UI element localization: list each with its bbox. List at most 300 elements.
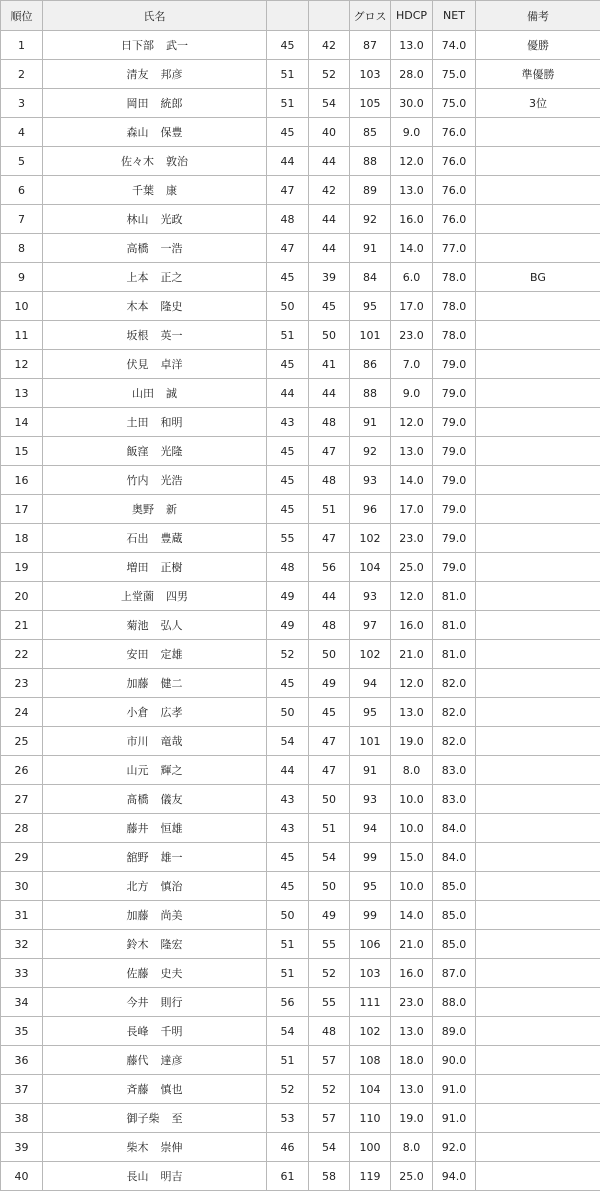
in-score-cell: 51 xyxy=(309,814,350,843)
out-score-cell: 51 xyxy=(267,1046,309,1075)
gross-cell: 104 xyxy=(350,553,391,582)
out-score-cell: 52 xyxy=(267,1075,309,1104)
in-score-cell: 47 xyxy=(309,437,350,466)
table-row xyxy=(1,1017,600,1046)
out-score-cell: 49 xyxy=(267,582,309,611)
gross-cell: 101 xyxy=(350,727,391,756)
net-cell: 79.0 xyxy=(433,350,476,379)
given-name: 隆宏 xyxy=(161,936,183,952)
hdcp-cell: 14.0 xyxy=(391,234,433,263)
note-cell xyxy=(476,437,600,466)
note-cell xyxy=(476,959,600,988)
given-name: 千明 xyxy=(161,1023,183,1039)
out-score-cell: 45 xyxy=(267,31,309,60)
hdcp-cell: 16.0 xyxy=(391,959,433,988)
name-cell xyxy=(43,582,267,611)
in-score-cell: 40 xyxy=(309,118,350,147)
out-score-cell: 51 xyxy=(267,60,309,89)
name-cell xyxy=(43,495,267,524)
table-row xyxy=(1,988,600,1017)
in-score-cell: 50 xyxy=(309,785,350,814)
hdcp-cell: 14.0 xyxy=(391,901,433,930)
net-cell: 79.0 xyxy=(433,437,476,466)
net-cell: 79.0 xyxy=(433,553,476,582)
out-score-cell: 50 xyxy=(267,698,309,727)
rank-cell: 24 xyxy=(1,698,43,727)
gross-cell: 104 xyxy=(350,1075,391,1104)
note-cell xyxy=(476,1104,600,1133)
hdcp-cell: 17.0 xyxy=(391,495,433,524)
header-in xyxy=(309,1,350,31)
gross-cell: 95 xyxy=(350,872,391,901)
note-cell xyxy=(476,698,600,727)
name-cell xyxy=(43,1017,267,1046)
out-score-cell: 54 xyxy=(267,727,309,756)
given-name: 弘人 xyxy=(161,617,183,633)
net-cell: 82.0 xyxy=(433,669,476,698)
given-name: 保豊 xyxy=(161,124,183,140)
in-score-cell: 44 xyxy=(309,234,350,263)
table-row xyxy=(1,263,600,292)
in-score-cell: 44 xyxy=(309,582,350,611)
out-score-cell: 45 xyxy=(267,437,309,466)
out-score-cell: 55 xyxy=(267,524,309,553)
name-cell xyxy=(43,408,267,437)
out-score-cell: 43 xyxy=(267,408,309,437)
out-score-cell: 46 xyxy=(267,1133,309,1162)
rank-cell: 11 xyxy=(1,321,43,350)
in-score-cell: 48 xyxy=(309,408,350,437)
table-row xyxy=(1,524,600,553)
name-cell xyxy=(43,118,267,147)
gross-cell: 84 xyxy=(350,263,391,292)
family-name: 山田 xyxy=(132,385,154,401)
rank-cell: 5 xyxy=(1,147,43,176)
given-name: 和明 xyxy=(161,414,183,430)
hdcp-cell: 8.0 xyxy=(391,1133,433,1162)
table-row xyxy=(1,292,600,321)
gross-cell: 91 xyxy=(350,756,391,785)
hdcp-cell: 25.0 xyxy=(391,553,433,582)
table-row xyxy=(1,727,600,756)
hdcp-cell: 14.0 xyxy=(391,466,433,495)
gross-cell: 85 xyxy=(350,118,391,147)
gross-cell: 105 xyxy=(350,89,391,118)
family-name: 斉藤 xyxy=(127,1081,149,1097)
family-name: 坂根 xyxy=(127,327,149,343)
gross-cell: 92 xyxy=(350,205,391,234)
note-cell: 準優勝 xyxy=(476,60,600,89)
header-note: 備考 xyxy=(476,1,600,31)
header-gross: グロス xyxy=(350,1,391,31)
net-cell: 75.0 xyxy=(433,89,476,118)
name-cell xyxy=(43,89,267,118)
out-score-cell: 61 xyxy=(267,1162,309,1191)
table-body xyxy=(1,31,600,1191)
net-cell: 79.0 xyxy=(433,466,476,495)
family-name: 上本 xyxy=(127,269,149,285)
family-name: 清友 xyxy=(127,66,149,82)
note-cell xyxy=(476,872,600,901)
rank-cell: 35 xyxy=(1,1017,43,1046)
gross-cell: 89 xyxy=(350,176,391,205)
note-cell xyxy=(476,553,600,582)
in-score-cell: 57 xyxy=(309,1046,350,1075)
in-score-cell: 48 xyxy=(309,466,350,495)
rank-cell: 20 xyxy=(1,582,43,611)
table-row xyxy=(1,118,600,147)
family-name: 佐藤 xyxy=(127,965,149,981)
rank-cell: 38 xyxy=(1,1104,43,1133)
gross-cell: 110 xyxy=(350,1104,391,1133)
rank-cell: 17 xyxy=(1,495,43,524)
net-cell: 94.0 xyxy=(433,1162,476,1191)
table-row xyxy=(1,1104,600,1133)
hdcp-cell: 18.0 xyxy=(391,1046,433,1075)
given-name: 卓洋 xyxy=(161,356,183,372)
given-name: 広孝 xyxy=(161,704,183,720)
rank-cell: 4 xyxy=(1,118,43,147)
net-cell: 79.0 xyxy=(433,408,476,437)
hdcp-cell: 12.0 xyxy=(391,408,433,437)
net-cell: 85.0 xyxy=(433,901,476,930)
family-name: 御子柴 xyxy=(127,1110,160,1126)
family-name: 加藤 xyxy=(127,907,149,923)
out-score-cell: 50 xyxy=(267,901,309,930)
gross-cell: 88 xyxy=(350,379,391,408)
hdcp-cell: 23.0 xyxy=(391,321,433,350)
net-cell: 83.0 xyxy=(433,756,476,785)
hdcp-cell: 10.0 xyxy=(391,814,433,843)
out-score-cell: 54 xyxy=(267,1017,309,1046)
table-row xyxy=(1,437,600,466)
given-name: 恒雄 xyxy=(161,820,183,836)
note-cell xyxy=(476,669,600,698)
family-name: 佐々木 xyxy=(121,153,154,169)
out-score-cell: 51 xyxy=(267,930,309,959)
out-score-cell: 45 xyxy=(267,843,309,872)
out-score-cell: 45 xyxy=(267,350,309,379)
net-cell: 87.0 xyxy=(433,959,476,988)
given-name: 統郎 xyxy=(161,95,183,111)
net-cell: 76.0 xyxy=(433,147,476,176)
name-cell xyxy=(43,1046,267,1075)
out-score-cell: 45 xyxy=(267,872,309,901)
table-row xyxy=(1,611,600,640)
rank-cell: 14 xyxy=(1,408,43,437)
hdcp-cell: 13.0 xyxy=(391,437,433,466)
hdcp-cell: 12.0 xyxy=(391,669,433,698)
hdcp-cell: 13.0 xyxy=(391,176,433,205)
given-name: 光政 xyxy=(161,211,183,227)
table-row xyxy=(1,814,600,843)
rank-cell: 10 xyxy=(1,292,43,321)
gross-cell: 99 xyxy=(350,901,391,930)
given-name: 四男 xyxy=(166,588,188,604)
name-cell xyxy=(43,263,267,292)
gross-cell: 92 xyxy=(350,437,391,466)
name-cell xyxy=(43,553,267,582)
note-cell xyxy=(476,495,600,524)
out-score-cell: 44 xyxy=(267,379,309,408)
gross-cell: 86 xyxy=(350,350,391,379)
rank-cell: 13 xyxy=(1,379,43,408)
note-cell xyxy=(476,321,600,350)
table-row xyxy=(1,785,600,814)
note-cell xyxy=(476,466,600,495)
rank-cell: 3 xyxy=(1,89,43,118)
given-name: 邦彦 xyxy=(161,66,183,82)
out-score-cell: 45 xyxy=(267,263,309,292)
table-row xyxy=(1,321,600,350)
header-hdcp: HDCP xyxy=(391,1,433,31)
name-cell xyxy=(43,640,267,669)
table-row xyxy=(1,234,600,263)
note-cell xyxy=(476,1075,600,1104)
name-cell xyxy=(43,959,267,988)
name-cell xyxy=(43,292,267,321)
rank-cell: 28 xyxy=(1,814,43,843)
in-score-cell: 42 xyxy=(309,31,350,60)
note-cell xyxy=(476,379,600,408)
table-row xyxy=(1,1046,600,1075)
hdcp-cell: 21.0 xyxy=(391,640,433,669)
gross-cell: 103 xyxy=(350,60,391,89)
given-name: 豊蔵 xyxy=(161,530,183,546)
name-cell xyxy=(43,466,267,495)
net-cell: 74.0 xyxy=(433,31,476,60)
net-cell: 81.0 xyxy=(433,582,476,611)
gross-cell: 91 xyxy=(350,234,391,263)
gross-cell: 119 xyxy=(350,1162,391,1191)
rank-cell: 19 xyxy=(1,553,43,582)
in-score-cell: 47 xyxy=(309,727,350,756)
name-cell xyxy=(43,669,267,698)
out-score-cell: 45 xyxy=(267,466,309,495)
rank-cell: 9 xyxy=(1,263,43,292)
in-score-cell: 45 xyxy=(309,292,350,321)
in-score-cell: 56 xyxy=(309,553,350,582)
net-cell: 91.0 xyxy=(433,1104,476,1133)
hdcp-cell: 12.0 xyxy=(391,147,433,176)
gross-cell: 111 xyxy=(350,988,391,1017)
in-score-cell: 39 xyxy=(309,263,350,292)
given-name: 慎治 xyxy=(161,878,183,894)
given-name: 武一 xyxy=(166,37,188,53)
note-cell xyxy=(476,118,600,147)
family-name: 上堂薗 xyxy=(121,588,154,604)
out-score-cell: 47 xyxy=(267,176,309,205)
note-cell: 優勝 xyxy=(476,31,600,60)
header-name: 氏名 xyxy=(43,1,267,31)
family-name: 市川 xyxy=(127,733,149,749)
family-name: 北方 xyxy=(127,878,149,894)
table-row xyxy=(1,1075,600,1104)
hdcp-cell: 13.0 xyxy=(391,31,433,60)
gross-cell: 102 xyxy=(350,1017,391,1046)
name-cell xyxy=(43,234,267,263)
note-cell xyxy=(476,582,600,611)
given-name: 達彦 xyxy=(161,1052,183,1068)
name-cell xyxy=(43,872,267,901)
gross-cell: 88 xyxy=(350,147,391,176)
note-cell xyxy=(476,1162,600,1191)
rank-cell: 33 xyxy=(1,959,43,988)
note-cell xyxy=(476,843,600,872)
out-score-cell: 52 xyxy=(267,640,309,669)
table-row xyxy=(1,930,600,959)
family-name: 奥野 xyxy=(132,501,154,517)
gross-cell: 102 xyxy=(350,524,391,553)
hdcp-cell: 19.0 xyxy=(391,1104,433,1133)
gross-cell: 100 xyxy=(350,1133,391,1162)
in-score-cell: 54 xyxy=(309,89,350,118)
out-score-cell: 44 xyxy=(267,756,309,785)
in-score-cell: 52 xyxy=(309,959,350,988)
hdcp-cell: 13.0 xyxy=(391,698,433,727)
table-row xyxy=(1,1162,600,1191)
family-name: 加藤 xyxy=(127,675,149,691)
rank-cell: 7 xyxy=(1,205,43,234)
out-score-cell: 44 xyxy=(267,147,309,176)
gross-cell: 95 xyxy=(350,292,391,321)
family-name: 石出 xyxy=(127,530,149,546)
note-cell xyxy=(476,930,600,959)
gross-cell: 106 xyxy=(350,930,391,959)
net-cell: 89.0 xyxy=(433,1017,476,1046)
out-score-cell: 43 xyxy=(267,814,309,843)
table-header xyxy=(1,1,600,31)
family-name: 藤代 xyxy=(127,1052,149,1068)
hdcp-cell: 23.0 xyxy=(391,988,433,1017)
out-score-cell: 43 xyxy=(267,785,309,814)
hdcp-cell: 13.0 xyxy=(391,1017,433,1046)
gross-cell: 108 xyxy=(350,1046,391,1075)
hdcp-cell: 17.0 xyxy=(391,292,433,321)
in-score-cell: 52 xyxy=(309,1075,350,1104)
header-out xyxy=(267,1,309,31)
net-cell: 83.0 xyxy=(433,785,476,814)
given-name: 光隆 xyxy=(161,443,183,459)
name-cell xyxy=(43,524,267,553)
table-row xyxy=(1,843,600,872)
table-row xyxy=(1,466,600,495)
net-cell: 91.0 xyxy=(433,1075,476,1104)
note-cell xyxy=(476,756,600,785)
in-score-cell: 50 xyxy=(309,321,350,350)
out-score-cell: 49 xyxy=(267,611,309,640)
name-cell xyxy=(43,727,267,756)
hdcp-cell: 9.0 xyxy=(391,118,433,147)
rank-cell: 6 xyxy=(1,176,43,205)
rank-cell: 21 xyxy=(1,611,43,640)
name-cell xyxy=(43,1133,267,1162)
rank-cell: 29 xyxy=(1,843,43,872)
gross-cell: 94 xyxy=(350,814,391,843)
table-row xyxy=(1,89,600,118)
in-score-cell: 45 xyxy=(309,698,350,727)
given-name: 竜哉 xyxy=(161,733,183,749)
in-score-cell: 44 xyxy=(309,379,350,408)
gross-cell: 97 xyxy=(350,611,391,640)
note-cell xyxy=(476,988,600,1017)
rank-cell: 31 xyxy=(1,901,43,930)
rank-cell: 27 xyxy=(1,785,43,814)
family-name: 飯窪 xyxy=(127,443,149,459)
family-name: 土田 xyxy=(127,414,149,430)
given-name: 定雄 xyxy=(161,646,183,662)
hdcp-cell: 16.0 xyxy=(391,611,433,640)
family-name: 日下部 xyxy=(121,37,154,53)
net-cell: 78.0 xyxy=(433,263,476,292)
out-score-cell: 50 xyxy=(267,292,309,321)
family-name: 菊池 xyxy=(127,617,149,633)
net-cell: 82.0 xyxy=(433,698,476,727)
net-cell: 76.0 xyxy=(433,176,476,205)
out-score-cell: 56 xyxy=(267,988,309,1017)
table-row xyxy=(1,959,600,988)
gross-cell: 101 xyxy=(350,321,391,350)
in-score-cell: 48 xyxy=(309,611,350,640)
net-cell: 81.0 xyxy=(433,640,476,669)
in-score-cell: 54 xyxy=(309,1133,350,1162)
given-name: 慎也 xyxy=(161,1081,183,1097)
note-cell xyxy=(476,727,600,756)
hdcp-cell: 10.0 xyxy=(391,785,433,814)
family-name: 森山 xyxy=(127,124,149,140)
gross-cell: 87 xyxy=(350,31,391,60)
table-row xyxy=(1,582,600,611)
family-name: 舘野 xyxy=(127,849,149,865)
family-name: 増田 xyxy=(127,559,149,575)
name-cell xyxy=(43,437,267,466)
name-cell xyxy=(43,843,267,872)
note-cell xyxy=(476,524,600,553)
given-name: 史夫 xyxy=(161,965,183,981)
given-name: 光浩 xyxy=(161,472,183,488)
out-score-cell: 53 xyxy=(267,1104,309,1133)
family-name: 長山 xyxy=(127,1168,149,1184)
net-cell: 78.0 xyxy=(433,321,476,350)
hdcp-cell: 21.0 xyxy=(391,930,433,959)
out-score-cell: 48 xyxy=(267,553,309,582)
family-name: 伏見 xyxy=(127,356,149,372)
net-cell: 92.0 xyxy=(433,1133,476,1162)
table-row xyxy=(1,176,600,205)
rank-cell: 8 xyxy=(1,234,43,263)
family-name: 山元 xyxy=(127,762,149,778)
family-name: 高橋 xyxy=(127,240,149,256)
family-name: 千葉 xyxy=(132,182,154,198)
given-name: 儀友 xyxy=(161,791,183,807)
in-score-cell: 49 xyxy=(309,901,350,930)
hdcp-cell: 15.0 xyxy=(391,843,433,872)
header-net: NET xyxy=(433,1,476,31)
name-cell xyxy=(43,901,267,930)
header-rank: 順位 xyxy=(1,1,43,31)
name-cell xyxy=(43,350,267,379)
rank-cell: 36 xyxy=(1,1046,43,1075)
note-cell xyxy=(476,785,600,814)
family-name: 髙橋 xyxy=(127,791,149,807)
rank-cell: 25 xyxy=(1,727,43,756)
given-name: 敦治 xyxy=(166,153,188,169)
given-name: 明吉 xyxy=(161,1168,183,1184)
in-score-cell: 52 xyxy=(309,60,350,89)
rank-cell: 23 xyxy=(1,669,43,698)
net-cell: 75.0 xyxy=(433,60,476,89)
rank-cell: 1 xyxy=(1,31,43,60)
